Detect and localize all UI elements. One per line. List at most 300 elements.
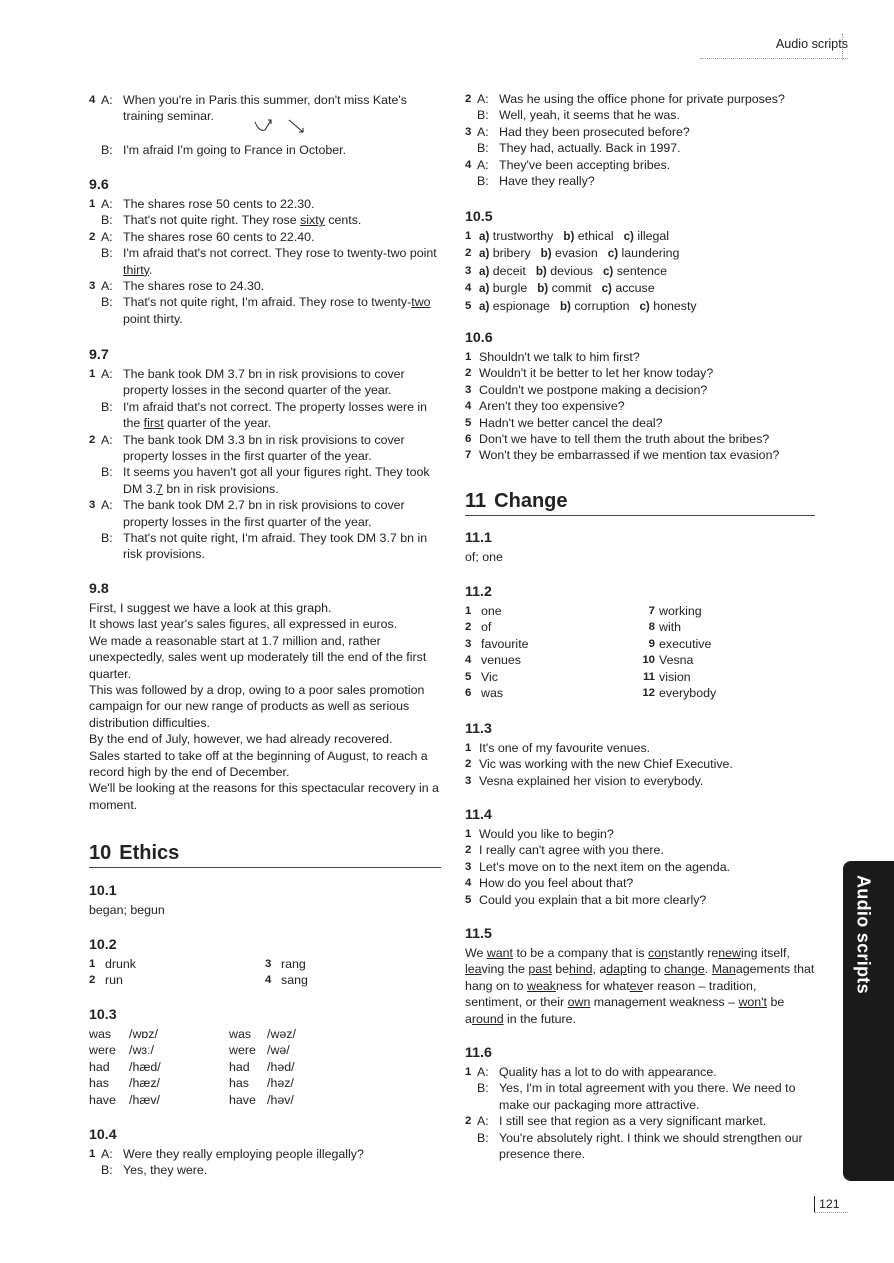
item-number: 7 bbox=[648, 605, 655, 617]
line-text bbox=[123, 229, 441, 245]
option-word: illegal bbox=[637, 229, 670, 243]
option-word: corruption bbox=[574, 298, 630, 313]
item-number bbox=[465, 107, 477, 123]
section-title: 11.5 bbox=[465, 926, 492, 942]
item-text: Won't they be embarrassed if we mention tax evasion? bbox=[479, 448, 780, 463]
item-number bbox=[465, 1080, 477, 1113]
text-part: The bank took DM 2.7 bn in risk provisions to cover property losses in the first quarter of the year. bbox=[123, 498, 405, 529]
line-text: Yes, they were. bbox=[123, 1163, 208, 1178]
item-number: 2 bbox=[89, 433, 96, 446]
phonetic-transcription: /wə/ bbox=[267, 1043, 290, 1058]
text-part: . bbox=[704, 962, 712, 977]
dialogue-line bbox=[465, 91, 815, 107]
unit-number: 10 bbox=[89, 842, 112, 864]
text-part: be a bbox=[465, 995, 785, 1026]
item-number: 1 bbox=[89, 958, 96, 970]
section-10-2 bbox=[89, 936, 441, 989]
line-text bbox=[123, 366, 441, 399]
line-text bbox=[123, 294, 441, 327]
word: had bbox=[89, 1059, 110, 1074]
dialogue-line bbox=[89, 366, 441, 399]
stressed-word: 7 bbox=[156, 481, 163, 496]
phonetic-transcription: /həv/ bbox=[267, 1092, 294, 1107]
option-word: ethical bbox=[577, 229, 614, 243]
phonetic-transcription: /hæv/ bbox=[129, 1092, 160, 1107]
stressed-syllable: weak bbox=[527, 978, 556, 993]
text-part: cents. bbox=[324, 213, 362, 228]
section-title: 9.6 bbox=[89, 177, 109, 193]
section-9-8 bbox=[89, 580, 441, 813]
text-part: stantly re bbox=[667, 946, 719, 960]
line-text: Had they been prosecuted before? bbox=[499, 124, 690, 139]
paragraph-line: This was followed by a drop, owing to a poor sales promotion campaign for our new range of products as well as serious distribution difficulties. bbox=[89, 683, 425, 730]
item-number: 2 bbox=[465, 621, 472, 634]
line-text: I still see that region as a very significant market. bbox=[499, 1114, 767, 1129]
list-item bbox=[465, 349, 815, 365]
item-number: 5 bbox=[465, 299, 472, 312]
list-item bbox=[465, 398, 815, 414]
section-10-4-continued bbox=[465, 91, 815, 189]
phonetic-row bbox=[89, 1075, 441, 1091]
paragraph bbox=[465, 945, 815, 1027]
option-word: laundering bbox=[621, 246, 680, 261]
text-part: The shares rose 60 cents to 22.40. bbox=[123, 229, 315, 244]
item-number: 1 bbox=[89, 198, 96, 210]
paragraph-line: By the end of July, however, we had already recovered. bbox=[89, 732, 393, 747]
section-10-3 bbox=[89, 1006, 441, 1108]
side-tab bbox=[843, 861, 894, 1181]
page-number-rule bbox=[814, 1212, 848, 1213]
unit-11-heading bbox=[465, 489, 815, 516]
unit-10-heading bbox=[89, 841, 441, 868]
dialogue-line bbox=[89, 464, 441, 497]
item-number bbox=[89, 464, 101, 497]
dialogue-line bbox=[465, 1113, 815, 1129]
dialogue-line bbox=[89, 294, 441, 327]
item-number bbox=[465, 173, 477, 189]
item-number: 4 bbox=[465, 158, 472, 171]
stressed-word: thirty bbox=[123, 262, 149, 277]
section-title: 10.5 bbox=[465, 209, 493, 225]
option-letter: c) bbox=[601, 282, 612, 296]
answer-options bbox=[477, 245, 815, 262]
item-number: 4 bbox=[465, 654, 472, 667]
line-text: Were they really employing people illegally? bbox=[123, 1147, 364, 1161]
option-letter: c) bbox=[623, 230, 634, 243]
option-letter: a) bbox=[479, 264, 490, 278]
text-part: That's not quite right, I'm afraid. They rose to twenty- bbox=[123, 295, 412, 310]
item-number: 3 bbox=[265, 958, 272, 970]
text-part: That's not quite right. They rose bbox=[123, 213, 301, 228]
speaker: A: bbox=[477, 157, 489, 172]
section-title: 10.4 bbox=[89, 1127, 117, 1143]
item-number: 3 bbox=[89, 280, 96, 293]
item-text: Vesna explained her vision to everybody. bbox=[479, 773, 704, 788]
speaker: B: bbox=[101, 295, 113, 310]
speaker: B: bbox=[477, 1081, 489, 1096]
option-word: devious bbox=[550, 263, 593, 278]
item-number bbox=[89, 294, 101, 327]
answer-text: began; begun bbox=[89, 903, 165, 917]
line-text: You're absolutely right. I think we should strengthen our presence there. bbox=[499, 1130, 803, 1162]
dialogue-line bbox=[89, 212, 441, 228]
speaker: B: bbox=[101, 213, 113, 228]
page-number: 121 bbox=[814, 1196, 840, 1212]
item-number: 5 bbox=[465, 416, 472, 429]
item-number: 1 bbox=[465, 742, 472, 754]
list-item bbox=[465, 756, 815, 772]
item-number bbox=[89, 530, 101, 563]
answer-text: of; one bbox=[465, 550, 503, 564]
stressed-word: first bbox=[143, 416, 164, 431]
word: have bbox=[89, 1092, 116, 1107]
dialogue-line bbox=[465, 124, 815, 140]
list-item bbox=[637, 603, 815, 619]
line-text bbox=[123, 245, 441, 278]
list-item bbox=[265, 972, 441, 988]
list-item bbox=[465, 431, 815, 447]
section-title: 11.3 bbox=[465, 721, 492, 737]
dialogue-line bbox=[89, 1146, 441, 1162]
item-text: Vic bbox=[481, 669, 498, 684]
stressed-syllable: con bbox=[648, 946, 668, 960]
phonetic-row bbox=[89, 1059, 441, 1075]
item-text: It's one of my favourite venues. bbox=[479, 741, 651, 755]
stressed-syllable: ev bbox=[629, 978, 643, 993]
item-number: 1 bbox=[465, 605, 472, 617]
item-number bbox=[465, 1130, 477, 1163]
line-text bbox=[123, 497, 441, 530]
word: has bbox=[229, 1076, 249, 1091]
item-number: 3 bbox=[465, 860, 472, 873]
item-text: sang bbox=[281, 973, 308, 988]
answer-row bbox=[465, 298, 815, 315]
option-word: trustworthy bbox=[492, 229, 554, 243]
section-title: 11.1 bbox=[465, 530, 492, 546]
section-title: 10.1 bbox=[89, 883, 117, 899]
list-item bbox=[465, 636, 637, 652]
item-text: was bbox=[481, 686, 504, 701]
item-text: Vesna bbox=[659, 653, 694, 668]
dialogue-line bbox=[89, 497, 441, 530]
item-number: 3 bbox=[465, 637, 472, 650]
item-number: 1 bbox=[465, 828, 472, 840]
text-part: The shares rose to 24.30. bbox=[123, 279, 265, 294]
option-word: deceit bbox=[492, 263, 526, 278]
dialogue-line bbox=[465, 1080, 815, 1113]
stressed-syllable: hind bbox=[569, 962, 593, 977]
line-text bbox=[123, 399, 441, 432]
answer-row bbox=[465, 263, 815, 280]
speaker: B: bbox=[477, 141, 489, 156]
item-number: 6 bbox=[465, 687, 472, 700]
unit-title: Ethics bbox=[119, 842, 180, 864]
list-item bbox=[465, 859, 815, 875]
section-title: 10.6 bbox=[465, 330, 493, 346]
phonetic-row bbox=[89, 1026, 441, 1042]
item-number: 1 bbox=[465, 351, 472, 363]
item-number: 7 bbox=[465, 449, 472, 462]
speaker: A: bbox=[101, 367, 113, 381]
stressed-syllable: change bbox=[664, 962, 705, 977]
item-number: 4 bbox=[465, 400, 472, 413]
option-word: commit bbox=[551, 281, 592, 296]
answer-row bbox=[465, 228, 815, 245]
word: was bbox=[89, 1027, 112, 1041]
option-letter: b) bbox=[540, 247, 552, 261]
speaker: B: bbox=[477, 174, 489, 189]
line-text bbox=[123, 212, 441, 228]
dialogue-line bbox=[465, 173, 815, 189]
option-word: burgle bbox=[492, 281, 528, 296]
item-number bbox=[89, 1162, 101, 1178]
speaker: A: bbox=[477, 1114, 489, 1129]
text-part: That's not quite right, I'm afraid. They took DM 3.7 bn in risk provisions. bbox=[123, 531, 428, 562]
dialogue-line bbox=[89, 278, 441, 294]
item-number: 4 bbox=[465, 877, 472, 890]
list-item bbox=[465, 603, 637, 619]
item-text: everybody bbox=[659, 686, 717, 701]
intonation-arrows-icon bbox=[253, 116, 343, 146]
dialogue-line bbox=[465, 107, 815, 123]
text-part: quarter of the year. bbox=[163, 416, 272, 431]
list-item bbox=[465, 685, 637, 701]
list-item bbox=[465, 773, 815, 789]
list-item bbox=[465, 826, 815, 842]
item-text: one bbox=[481, 604, 502, 618]
line-text: They had, actually. Back in 1997. bbox=[499, 141, 681, 156]
item-number: 2 bbox=[465, 844, 472, 857]
list-item bbox=[465, 892, 815, 908]
item-text: with bbox=[659, 620, 682, 635]
text-part: It seems you haven't got all your figures right. They took DM 3. bbox=[123, 465, 430, 496]
option-letter: a) bbox=[479, 230, 490, 243]
speaker: A: bbox=[101, 197, 113, 211]
stressed-word: sixty bbox=[300, 213, 325, 228]
item-text: Vic was working with the new Chief Executive. bbox=[479, 757, 733, 772]
unit-title: Change bbox=[494, 490, 568, 512]
item-text: Hadn't we better cancel the deal? bbox=[479, 415, 663, 430]
phonetic-transcription: /wəz/ bbox=[267, 1027, 296, 1041]
item-text: Couldn't we postpone making a decision? bbox=[479, 382, 708, 397]
speaker: A: bbox=[101, 432, 113, 447]
text-part: ness for what bbox=[555, 978, 630, 993]
item-number: 1 bbox=[465, 1066, 472, 1078]
stressed-syllable: lea bbox=[465, 962, 482, 977]
list-item bbox=[465, 447, 815, 463]
section-11-6 bbox=[465, 1044, 815, 1162]
speaker: B: bbox=[101, 1163, 113, 1178]
speaker: A: bbox=[101, 93, 113, 107]
item-number: 4 bbox=[265, 974, 272, 987]
item-text: How do you feel about that? bbox=[479, 876, 634, 891]
phonetic-row bbox=[89, 1092, 441, 1108]
line-text: They've been accepting bribes. bbox=[499, 157, 671, 172]
item-text: Could you explain that a bit more clearly? bbox=[479, 892, 707, 907]
item-text: I really can't agree with you there. bbox=[479, 843, 664, 858]
section-10-6 bbox=[465, 329, 815, 464]
text-part: The bank took DM 3.7 bn in risk provisions to cover property losses in the second quarter of the year. bbox=[123, 367, 405, 398]
text-part: ing itself, bbox=[741, 946, 790, 960]
option-word: honesty bbox=[653, 298, 697, 313]
stressed-syllable: new bbox=[718, 946, 741, 960]
answer-options bbox=[477, 298, 815, 315]
item-number: 6 bbox=[465, 433, 472, 446]
text-part: The bank took DM 3.3 bn in risk provisions to cover property losses in the first quarter of the year. bbox=[123, 432, 405, 464]
item-number: 10 bbox=[642, 654, 655, 667]
option-letter: c) bbox=[607, 247, 619, 261]
side-tab-label: Audio scripts bbox=[853, 875, 874, 994]
dialogue-line bbox=[89, 399, 441, 432]
list-item bbox=[465, 619, 637, 635]
header-tick bbox=[842, 34, 843, 60]
stressed-syllable: dap bbox=[606, 962, 627, 977]
list-item bbox=[637, 685, 815, 701]
phonetic-row bbox=[89, 1042, 441, 1058]
item-text: Wouldn't it be better to let her know today? bbox=[479, 366, 714, 381]
section-10-5 bbox=[465, 208, 815, 315]
item-text: of bbox=[481, 620, 492, 635]
dialogue-line bbox=[465, 157, 815, 173]
stressed-syllable: own bbox=[567, 995, 591, 1010]
item-text: Aren't they too expensive? bbox=[479, 399, 625, 414]
paragraph-line: It shows last year's sales figures, all expressed in euros. bbox=[89, 617, 398, 632]
speaker: B: bbox=[477, 108, 489, 123]
option-word: sentence bbox=[616, 263, 668, 278]
stressed-syllable: past bbox=[528, 962, 552, 977]
dialogue-line bbox=[465, 1130, 815, 1163]
item-number: 5 bbox=[465, 893, 472, 906]
option-letter: b) bbox=[559, 299, 571, 313]
line-text bbox=[123, 196, 441, 212]
list-item bbox=[265, 956, 441, 972]
text-part: I'm afraid that's not correct. They rose to twenty-two point bbox=[123, 246, 437, 261]
text-part: management weakness – bbox=[590, 995, 739, 1010]
text-part: The shares rose 50 cents to 22.30. bbox=[123, 197, 315, 211]
paragraph-line: First, I suggest we have a look at this graph. bbox=[89, 601, 332, 615]
list-item bbox=[465, 382, 815, 398]
phonetic-transcription: /həd/ bbox=[267, 1059, 295, 1074]
section-title: 10.2 bbox=[89, 937, 117, 953]
line-text: Well, yeah, it seems that he was. bbox=[499, 108, 680, 123]
speaker: B: bbox=[101, 142, 113, 157]
dialogue-line bbox=[89, 196, 441, 212]
line-text: Was he using the office phone for private purposes? bbox=[499, 92, 785, 106]
item-text: venues bbox=[481, 653, 521, 668]
item-number: 3 bbox=[465, 383, 472, 396]
item-text: Shouldn't we talk to him first? bbox=[479, 350, 640, 364]
item-text: run bbox=[105, 973, 123, 988]
word: was bbox=[229, 1027, 252, 1041]
running-header: Audio scripts bbox=[775, 37, 848, 51]
header-rule bbox=[700, 58, 848, 59]
option-word: bribery bbox=[492, 246, 531, 261]
phonetic-transcription: /hæd/ bbox=[129, 1059, 161, 1074]
stressed-syllable: won't bbox=[738, 995, 767, 1010]
text-part: in the future. bbox=[503, 1011, 576, 1026]
paragraph-line: We made a reasonable start at 1.7 million and, rather unexpectedly, sales went up moderately till the end of the first quarter. bbox=[89, 633, 427, 681]
section-title: 11.4 bbox=[465, 807, 492, 823]
line-text: When you're in Paris this summer, don't miss Kate's training seminar. bbox=[123, 93, 407, 124]
stressed-syllable: want bbox=[486, 946, 513, 960]
phonetic-transcription: /wɜː/ bbox=[129, 1043, 154, 1058]
list-item bbox=[637, 636, 815, 652]
list-item bbox=[465, 415, 815, 431]
option-letter: c) bbox=[602, 264, 614, 278]
dialogue-line bbox=[465, 140, 815, 156]
line-text bbox=[123, 278, 441, 294]
dialogue-line bbox=[465, 1064, 815, 1080]
answer-options bbox=[477, 263, 815, 280]
item-number: 5 bbox=[465, 670, 472, 683]
item-number: 3 bbox=[465, 264, 472, 277]
line-text: Have they really? bbox=[499, 174, 595, 189]
item-number: 1 bbox=[89, 1148, 96, 1160]
stressed-syllable: Man bbox=[711, 962, 736, 977]
text-part: We bbox=[465, 946, 487, 960]
section-9-7 bbox=[89, 346, 441, 563]
line-text: Quality has a lot to do with appearance. bbox=[499, 1065, 717, 1079]
item-number: 1 bbox=[89, 368, 96, 380]
text-part: , a bbox=[592, 962, 607, 977]
section-10-1 bbox=[89, 882, 441, 918]
text-part: be bbox=[551, 962, 570, 977]
item-text: working bbox=[659, 604, 702, 618]
item-text: rang bbox=[281, 957, 306, 971]
answer-row bbox=[465, 245, 815, 262]
item-text: drunk bbox=[105, 957, 136, 971]
phonetic-transcription: /hæz/ bbox=[129, 1076, 160, 1091]
text-part: er reason – tradition, sentiment, or their bbox=[465, 978, 757, 1010]
item-text: Would you like to begin? bbox=[479, 827, 614, 841]
option-letter: b) bbox=[535, 264, 547, 278]
item-number: 3 bbox=[465, 774, 472, 787]
list-item bbox=[637, 619, 815, 635]
list-item bbox=[89, 972, 265, 988]
speaker: A: bbox=[477, 124, 489, 139]
item-number: 2 bbox=[465, 247, 472, 260]
item-number: 3 bbox=[465, 125, 472, 138]
item-number: 1 bbox=[465, 230, 472, 242]
dialogue-line bbox=[89, 229, 441, 245]
stressed-syllable: round bbox=[471, 1011, 504, 1026]
list-item bbox=[465, 652, 637, 668]
section-11-3 bbox=[465, 720, 815, 789]
word: were bbox=[89, 1043, 116, 1058]
line-text: I'm afraid I'm going to France in October. bbox=[123, 142, 347, 157]
item-text: Let's move on to the next item on the agenda. bbox=[479, 859, 731, 874]
section-title: 10.3 bbox=[89, 1007, 117, 1023]
item-text: executive bbox=[659, 636, 712, 651]
paragraph-line: We'll be looking at the reasons for this spectacular recovery in a moment. bbox=[89, 781, 439, 812]
answer-options bbox=[477, 280, 815, 297]
option-letter: a) bbox=[479, 299, 490, 313]
word: had bbox=[229, 1059, 250, 1074]
answer-row bbox=[465, 280, 815, 297]
word: were bbox=[229, 1043, 256, 1058]
item-number: 2 bbox=[89, 974, 96, 987]
dialogue-line bbox=[89, 530, 441, 563]
item-number bbox=[89, 245, 101, 278]
option-letter: c) bbox=[639, 299, 650, 313]
text-part: point thirty. bbox=[123, 311, 183, 326]
speaker: A: bbox=[477, 1065, 489, 1079]
speaker: B: bbox=[101, 531, 113, 546]
stressed-word: two bbox=[411, 295, 431, 310]
section-11-5 bbox=[465, 925, 815, 1027]
section-11-2 bbox=[465, 583, 815, 701]
option-letter: b) bbox=[537, 282, 549, 296]
